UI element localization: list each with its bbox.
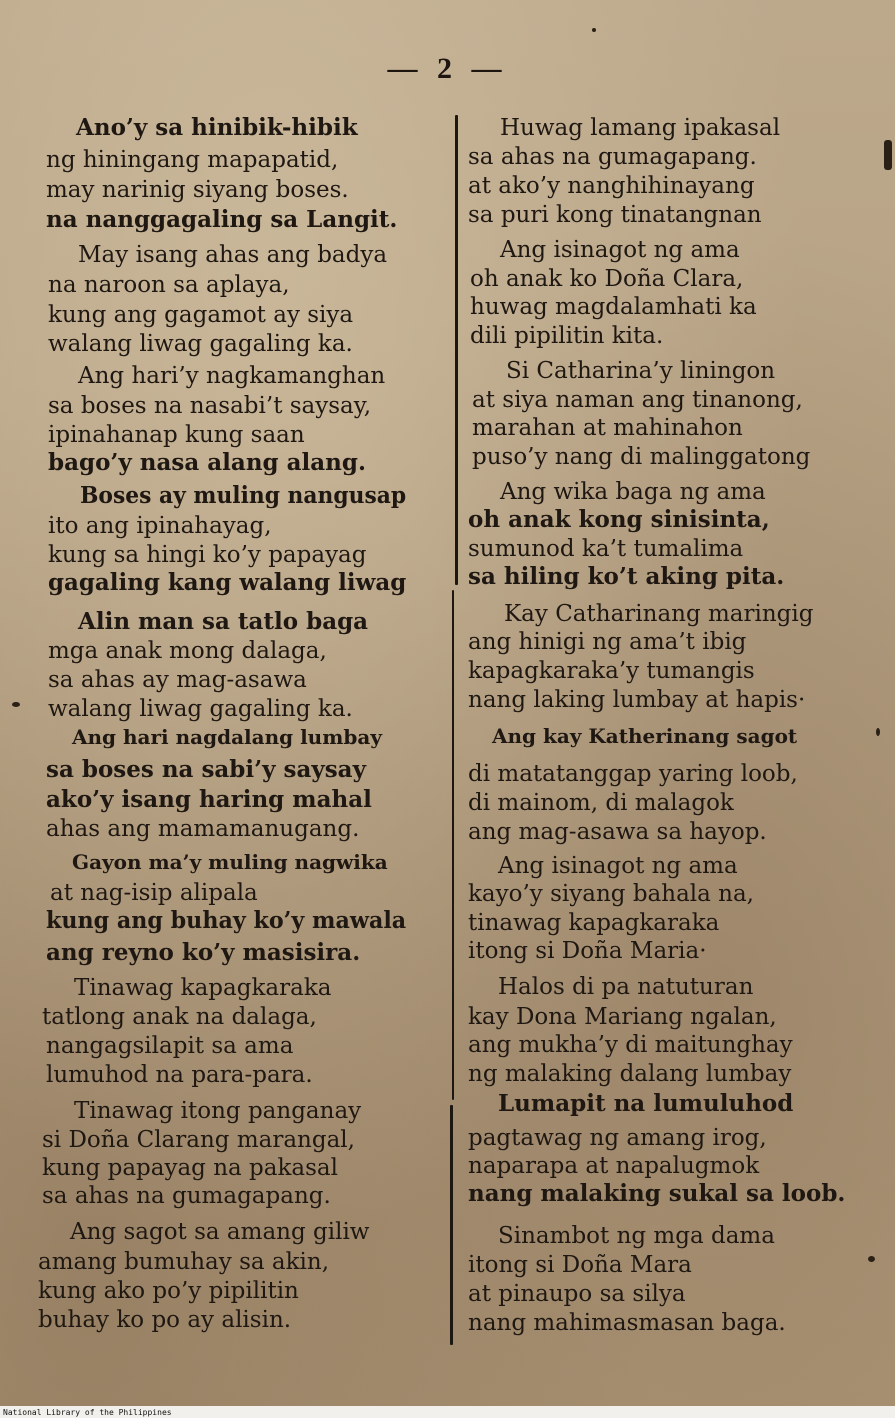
verse-line: Ang hari nagdalang lumbay [72,725,382,749]
verse-line: ang reyno ko’y masisira. [46,939,361,966]
verse-line: sumunod ka’t tumalima [468,536,744,562]
ink-speck [12,702,20,707]
verse-line: kayo’y siyang bahala na, [468,881,754,907]
verse-line: tinawag kapagkaraka [468,910,720,936]
verse-line: May isang ahas ang badya [78,242,388,268]
verse-line: walang liwag gagaling ka. [48,331,353,357]
verse-line: pagtawag ng amang irog, [468,1125,767,1151]
verse-line: naparapa at napalugmok [468,1153,760,1179]
verse-line: at ako’y nanghihinayang [468,173,755,199]
verse-line: kapagkaraka’y tumangis [468,658,755,684]
verse-line: na nanggagaling sa Langit. [46,206,398,233]
page-number: — 2 — [387,52,508,85]
verse-line: Si Catharina’y liningon [506,358,776,384]
verse-line: Sinambot ng mga dama [498,1223,775,1249]
verse-line: si Doña Clarang marangal, [42,1127,355,1153]
verse-line: kung ako po’y pipilitin [38,1278,299,1304]
verse-line: sa ahas na gumagapang. [468,144,757,170]
verse-line: lumuhod na para-para. [46,1062,313,1088]
verse-line: Tinawag kapagkaraka [74,975,332,1001]
verse-line: puso’y nang di malinggatong [472,444,811,470]
verse-line: Boses ay muling nangusap [80,482,407,509]
verse-line: marahan at mahinahon [472,415,743,441]
verse-line: dili pipilitin kita. [470,323,664,349]
verse-line: nangagsilapit sa ama [46,1033,294,1059]
verse-line: kung papayag na pakasal [42,1155,339,1181]
verse-line: Kay Catharinang maringig [504,601,814,627]
verse-line: Ang hari’y nagkamanghan [78,363,386,389]
ink-speck [868,1256,875,1262]
verse-line: Halos di pa natuturan [498,974,754,1000]
verse-line: at nag-isip alipala [50,880,258,906]
verse-line: ako’y isang haring mahal [46,786,372,813]
verse-line: Ang wika baga ng ama [500,479,766,505]
verse-line: kay Dona Mariang ngalan, [468,1004,777,1030]
ink-speck [884,140,892,170]
verse-line: at pinaupo sa silya [468,1281,686,1307]
verse-line: tatlong anak na dalaga, [42,1004,317,1030]
verse-line: sa puri kong tinatangnan [468,202,762,228]
verse-line: mga anak mong dalaga, [48,638,327,664]
verse-line: ang mag-asawa sa hayop. [468,819,767,845]
verse-line: ipinahanap kung saan [48,422,305,448]
verse-line: buhay ko po ay alisin. [38,1307,292,1333]
verse-line: ito ang ipinahayag, [48,513,272,539]
right-column [450,0,880,1418]
ink-speck [592,28,596,32]
verse-line: kung ang buhay ko’y mawala [46,907,407,934]
verse-line: amang bumuhay sa akin, [38,1249,330,1275]
verse-line: Gayon ma’y muling nagwika [72,850,388,874]
verse-line: Ano’y sa hinibik-hibik [76,114,358,141]
verse-line: Lumapit na lumuluhod [498,1090,794,1117]
verse-line: Alin man sa tatlo baga [78,608,369,635]
verse-line: sa boses na sabi’y saysay [46,756,366,783]
verse-line: bago’y nasa alang alang. [48,449,366,476]
footer-credit: National Library of the Philippines [3,1408,172,1417]
verse-line: sa boses na nasabi’t saysay, [48,393,372,419]
ink-speck [876,728,880,736]
verse-line: nang malaking sukal sa loob. [468,1180,846,1207]
verse-line: sa ahas ay mag-asawa [48,667,307,693]
verse-line: kung ang gagamot ay siya [48,302,354,328]
verse-line: ng hiningang mapapatid, [46,147,339,173]
verse-line: sa ahas na gumagapang. [42,1183,331,1209]
verse-line: Ang sagot sa amang giliw [70,1219,370,1245]
verse-line: at siya naman ang tinanong, [472,387,803,413]
verse-line: na naroon sa aplaya, [48,272,290,298]
verse-line: Ang isinagot ng ama [498,853,738,879]
left-column [0,0,410,1418]
verse-line: nang laking lumbay at hapis· [468,687,806,713]
verse-line: kung sa hingi ko’y papayag [48,542,367,568]
verse-line: itong si Doña Maria· [468,938,707,964]
verse-line: oh anak ko Doña Clara, [470,266,744,292]
verse-line: di mainom, di malagok [468,790,734,816]
verse-line: gagaling kang walang liwag [48,569,407,596]
verse-line: Huwag lamang ipakasal [500,115,781,141]
verse-line: nang mahimasmasan baga. [468,1310,786,1336]
verse-line: Ang isinagot ng ama [500,237,740,263]
verse-line: itong si Doña Mara [468,1252,692,1278]
verse-line: Tinawag itong panganay [74,1098,362,1124]
verse-line: walang liwag gagaling ka. [48,696,353,722]
verse-line: oh anak kong sinisinta, [468,506,770,533]
verse-line: Ang kay Katherinang sagot [492,724,798,748]
verse-line: may narinig siyang boses. [46,177,349,203]
verse-line: ahas ang mamamanugang. [46,816,360,842]
verse-line: huwag magdalamhati ka [470,294,757,320]
verse-line: sa hiling ko’t aking pita. [468,563,785,590]
verse-line: ang mukha’y di maitunghay [468,1032,793,1058]
verse-line: ang hinigi ng ama’t ibig [468,629,747,655]
verse-line: di matatanggap yaring loob, [468,761,798,787]
verse-line: ng malaking dalang lumbay [468,1061,792,1087]
